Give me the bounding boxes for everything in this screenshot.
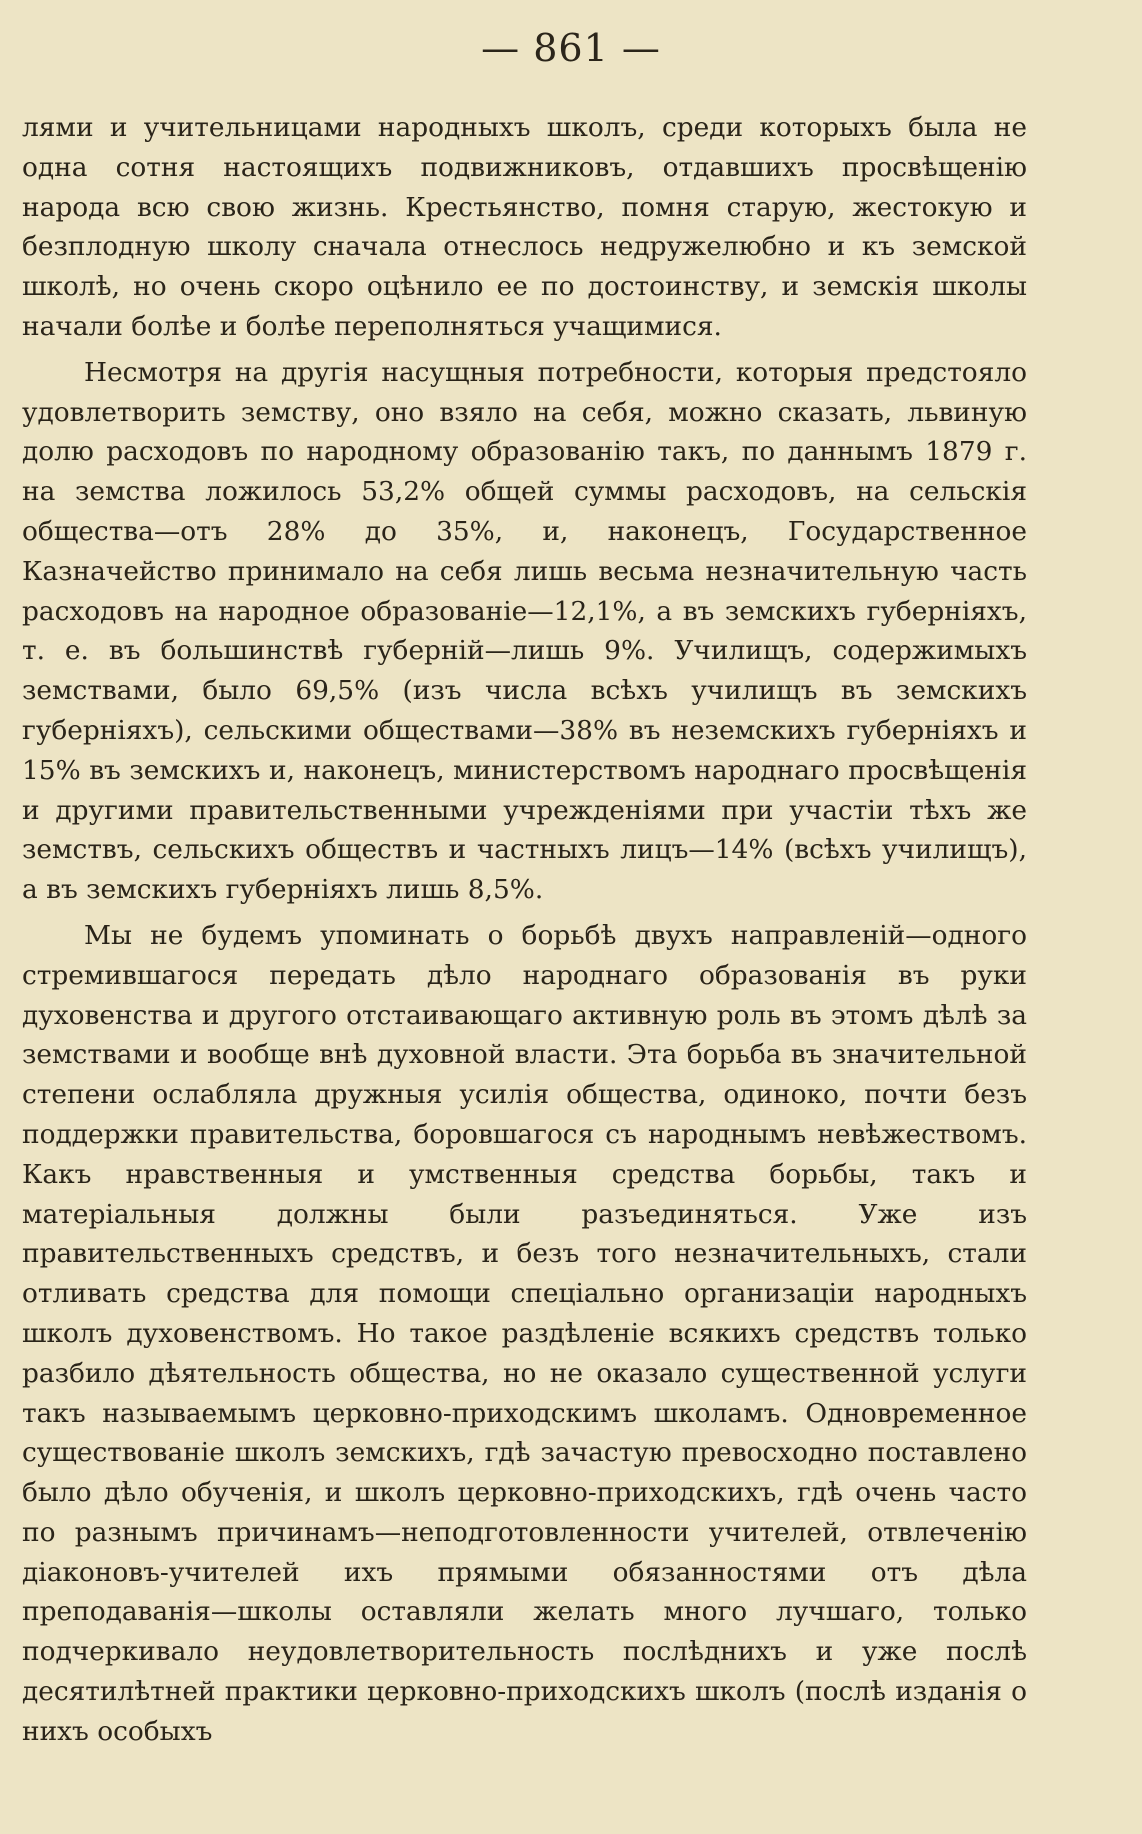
paragraph-struggle: Мы не будемъ упоминать о борьбѣ двухъ направленій—одного стремившагося передать дѣло народнаго образованія въ руки духовенства и другого отстаивающаго активную роль въ этомъ дѣлѣ за земствами и вообще внѣ духовной власти. Эта борьба въ значительной степени ослабляла дружныя усилія общества, одиноко, почти безъ поддержки правительства, боровшагося съ народнымъ невѣжествомъ. Какъ нравственныя и умственныя средства борьбы, такъ и матеріальныя должны были разъединяться. Уже изъ правительственныхъ средствъ, и безъ того незначительныхъ, стали отливать средства для помощи спеціально организаціи народныхъ школъ духовенствомъ. Но такое раздѣленіе всякихъ средствъ только разбило дѣятельность общества, но не оказало существенной услуги такъ называемымъ церковно-приходскимъ школамъ. Одновременное существованіе школъ земскихъ, гдѣ зачастую превосходно поставлено было дѣло обученія, и школъ церковно-приходскихъ, гдѣ очень часто по разнымъ причинамъ—неподготовленности учителей, отвлеченію діаконовъ-учителей ихъ прямыми обязанностями отъ дѣла преподаванія—школы оставляли желать много лучшаго, только подчеркивало неудовлетворительность послѣднихъ и уже послѣ десятилѣтней практики церковно-приходскихъ школъ (послѣ изданія о нихъ особыхъ xyxy=(22,919,1027,1747)
paragraph-expenses: Несмотря на другія насущныя потребности, которыя предстояло удовлетворить земству, оно взяло на себя, можно сказать, львиную долю расходовъ по народному образованію такъ, по даннымъ 1879 г. на земства ложилось 53,2% общей суммы расходовъ, на сельскія общества—отъ 28% до 35%, и, наконецъ, Государственное Казначейство принимало на себя лишь весьма незначительную часть расходовъ на народное образованіе—12,1%, а въ земскихъ губерніяхъ, т. е. въ большинствѣ губерній—лишь 9%. Училищъ, содержимыхъ земствами, было 69,5% (изъ числа всѣхъ училищъ въ земскихъ губерніяхъ), сельскими обществами—38% въ неземскихъ губерніяхъ и 15% въ земскихъ и, наконецъ, министерствомъ народнаго просвѣщенія и другими правительственными учрежденіями при участіи тѣхъ же земствъ, сельскихъ обществъ и частныхъ лицъ—14% (всѣхъ училищъ), а въ земскихъ губерніяхъ лишь 8,5%. xyxy=(22,356,1027,906)
body-text xyxy=(22,108,1027,1752)
page-number: — 861 — xyxy=(481,26,661,70)
paragraph-continuation: лями и учительницами народныхъ школъ, среди которыхъ была не одна сотня настоящихъ подвижниковъ, отдавшихъ просвѣщенію народа всю свою жизнь. Крестьянство, помня старую, жестокую и безплодную школу сначала отнеслось недружелюбно и къ земской школѣ, но очень скоро оцѣнило ее по достоинству, и земскія школы начали болѣе и болѣе переполняться учащимися. xyxy=(22,112,1027,342)
